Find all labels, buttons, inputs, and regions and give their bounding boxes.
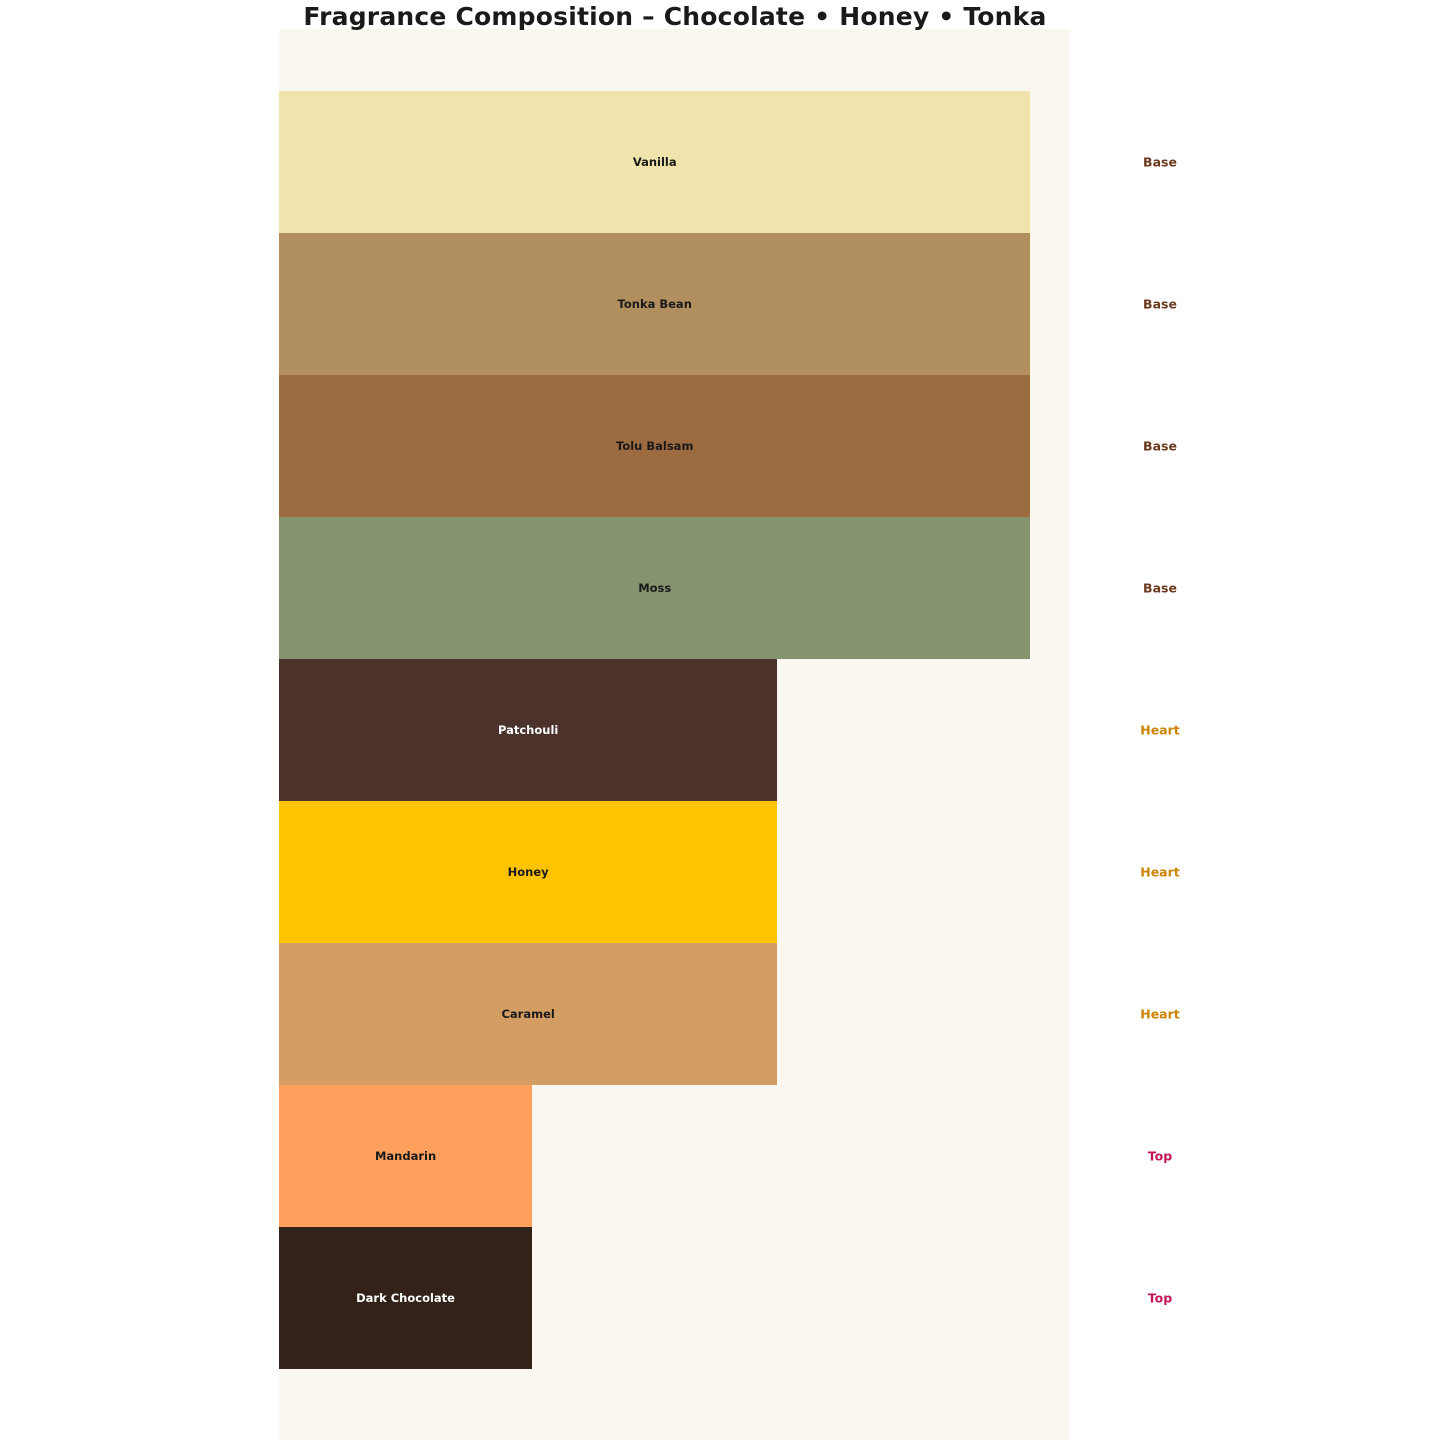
bar-label: Tolu Balsam: [616, 439, 694, 453]
bar-moss: [279, 517, 1030, 659]
chart-title: Fragrance Composition – Chocolate • Honey • Tonka: [303, 2, 1047, 31]
bar-label: Caramel: [501, 1007, 555, 1021]
bar-patchouli: [279, 659, 777, 801]
stage-label: Base: [1143, 296, 1177, 312]
stage-label: Base: [1143, 154, 1177, 170]
bar-tonka-bean: [279, 233, 1030, 375]
stage-label: Heart: [1140, 722, 1180, 738]
stage-label: Top: [1147, 1148, 1173, 1164]
bar-caramel: [279, 943, 777, 1085]
bar-tolu-balsam: [279, 375, 1030, 517]
stage-label: Heart: [1140, 1006, 1180, 1022]
stage-label: Base: [1143, 580, 1177, 596]
bar-label: Vanilla: [632, 155, 677, 169]
bar-label: Tonka Bean: [617, 297, 692, 311]
bar-dark-chocolate: [279, 1227, 532, 1369]
bar-honey: [279, 801, 777, 943]
bar-label: Patchouli: [497, 723, 559, 737]
bar-label: Moss: [638, 581, 672, 595]
stage-label: Top: [1147, 1290, 1173, 1306]
stage-label: Heart: [1140, 864, 1180, 880]
bar-label: Mandarin: [374, 1149, 437, 1163]
bar-mandarin: [279, 1085, 532, 1227]
bar-vanilla: [279, 91, 1030, 233]
bar-label: Honey: [507, 865, 549, 879]
bar-label: Dark Chocolate: [356, 1291, 455, 1305]
stage-label: Base: [1143, 438, 1177, 454]
